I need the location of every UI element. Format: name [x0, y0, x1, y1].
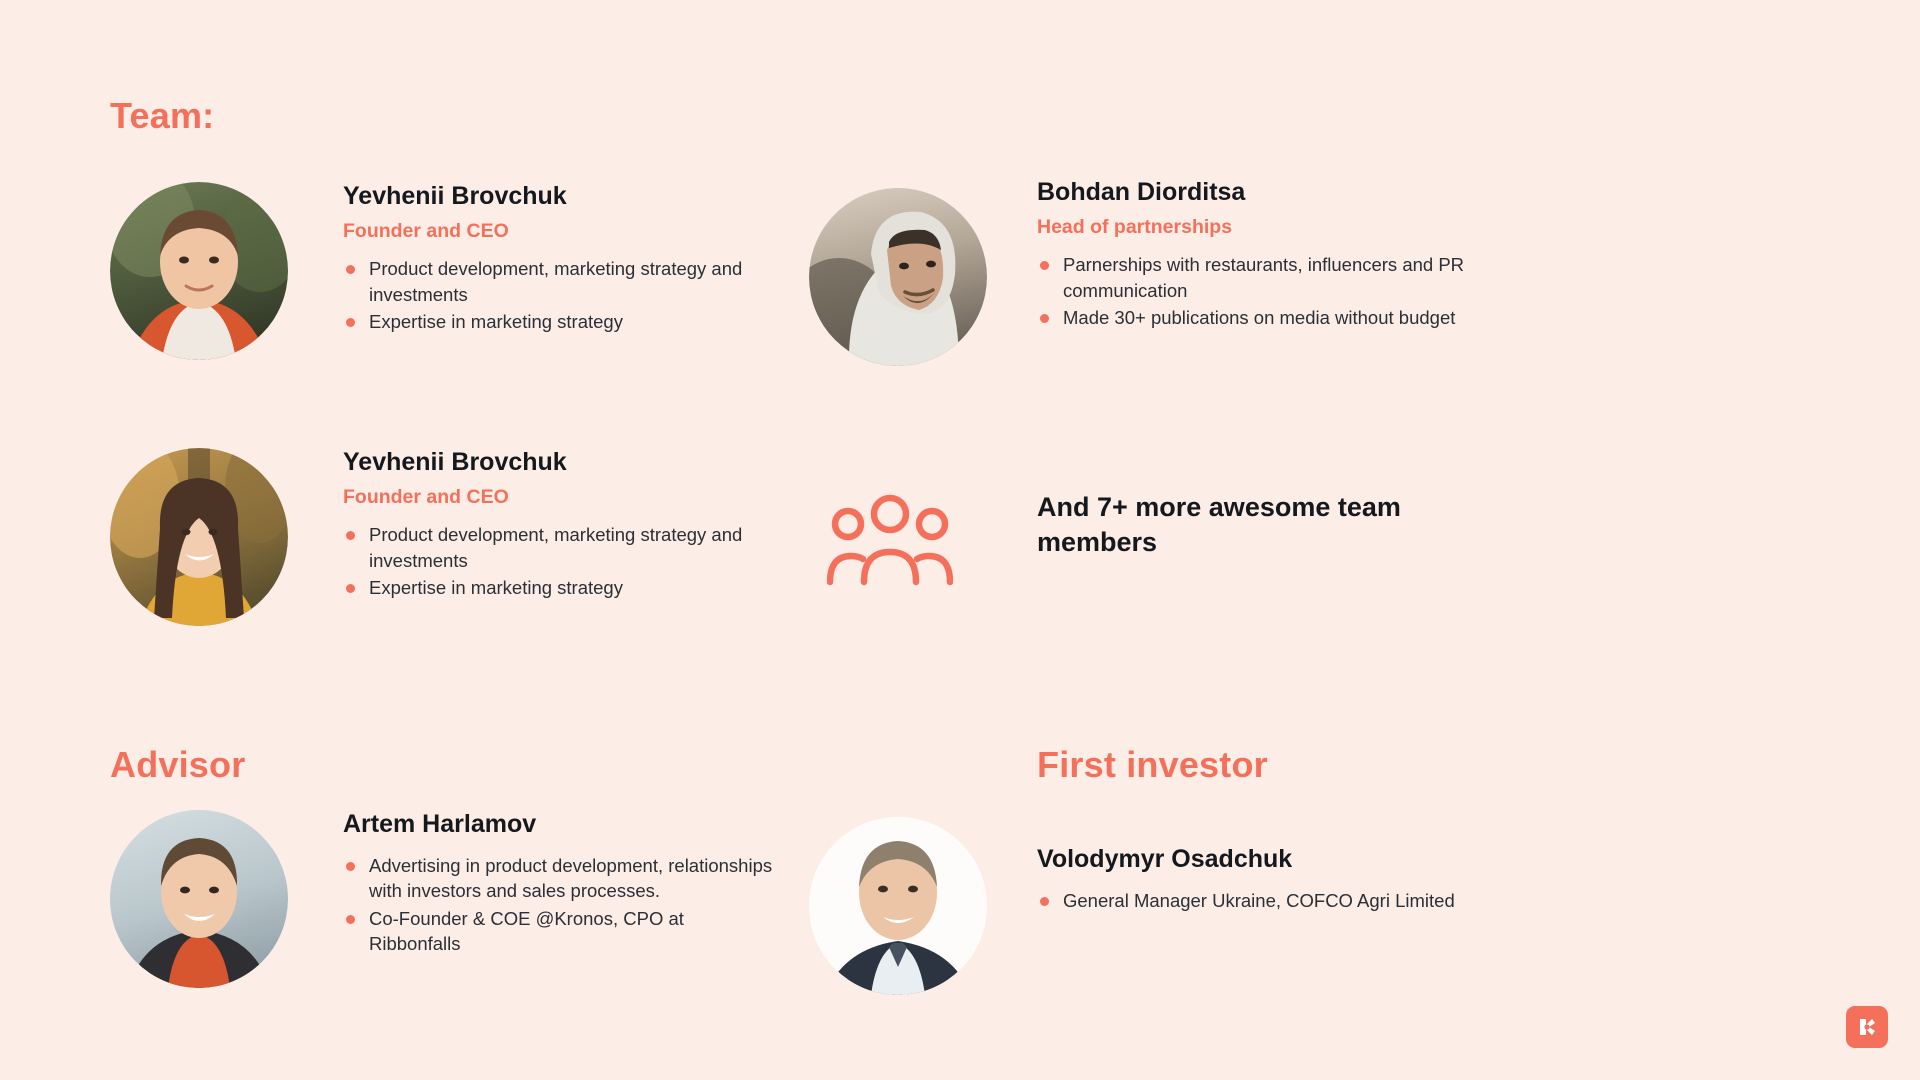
more-members-text: And 7+ more awesome team members: [1037, 492, 1401, 557]
member-name: Yevhenii Brovchuk: [343, 182, 567, 210]
advisor-name: Artem Harlamov: [343, 810, 537, 838]
member-name: Bohdan Diorditsa: [1037, 178, 1246, 206]
bullet-item: Product development, marketing strategy and investments: [343, 256, 823, 307]
avatar-wrapper: [809, 188, 987, 366]
avatar-image: [809, 188, 987, 366]
investor-name: Volodymyr Osadchuk: [1037, 845, 1293, 873]
advisor-section-heading: Advisor: [110, 744, 246, 785]
group-people-icon: [827, 492, 953, 593]
bullet-item: Expertise in marketing strategy: [343, 309, 823, 335]
bullet-item: Co-Founder & COE @Kronos, CPO at Ribbonfalls: [343, 906, 773, 957]
avatar-image: [110, 810, 288, 988]
member-role: Founder and CEO: [343, 485, 509, 508]
member-bullets: [343, 522, 743, 603]
investor-card: [1037, 845, 1457, 915]
brand-logo-badge[interactable]: [1846, 1006, 1888, 1048]
member-name: Yevhenii Brovchuk: [343, 448, 567, 476]
bullet-item: Product development, marketing strategy and investments: [343, 522, 743, 573]
advisor-bullets: [343, 853, 773, 959]
bullet-item: Advertising in product development, relationships with investors and sales processes.: [343, 853, 773, 904]
avatar: [809, 817, 987, 995]
investor-bullets: [1037, 888, 1457, 916]
advisor-card: [110, 810, 773, 988]
first-investor-section-heading: First investor: [1037, 744, 1268, 785]
team-section-heading: Team:: [110, 95, 215, 136]
avatar-image: [110, 182, 288, 360]
avatar-image: [809, 817, 987, 995]
member-role: Founder and CEO: [343, 219, 509, 242]
team-member-card: [110, 182, 823, 360]
team-member-card: [110, 448, 743, 626]
avatar: [809, 188, 987, 366]
team-member-card: [1037, 178, 1467, 333]
avatar: [110, 810, 288, 988]
more-team-members-block: [1037, 490, 1407, 559]
avatar-image: [110, 448, 288, 626]
member-bullets: [1037, 252, 1467, 333]
avatar-wrapper: [809, 817, 987, 995]
member-role: Head of partnerships: [1037, 215, 1233, 238]
bullet-item: Made 30+ publications on media without budget: [1037, 305, 1467, 331]
avatar: [110, 182, 288, 360]
brand-logo-icon: [1856, 1016, 1878, 1038]
bullet-item: Expertise in marketing strategy: [343, 575, 743, 601]
member-bullets: [343, 256, 823, 337]
avatar: [110, 448, 288, 626]
bullet-item: General Manager Ukraine, COFCO Agri Limited: [1037, 888, 1457, 914]
bullet-item: Parnerships with restaurants, influencers and PR communication: [1037, 252, 1467, 303]
